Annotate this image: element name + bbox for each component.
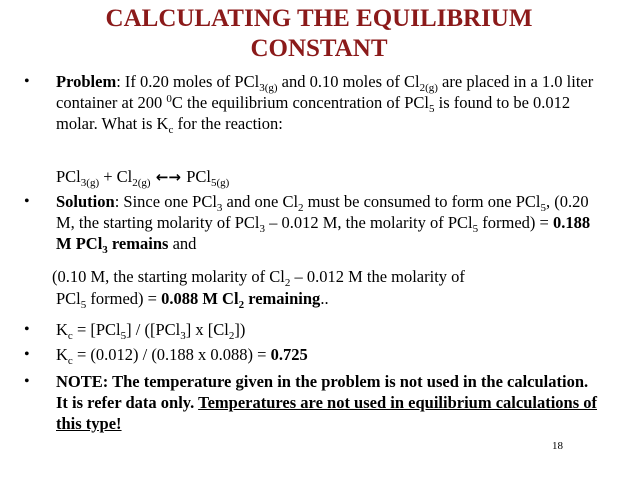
solution-s2: 2 [298, 202, 304, 214]
problem-sup1: 0 [166, 93, 172, 105]
bullet-icon: • [24, 73, 30, 90]
kc-s1: c [67, 330, 73, 342]
cont-bold1: 0.088 M Cl [161, 289, 239, 308]
problem-t1: : If 0.20 moles of PCl [116, 72, 260, 91]
solution-t6: formed) = [478, 213, 553, 232]
solution-t5: – 0.012 M, the molarity of PCl [265, 213, 473, 232]
problem-s4: c [168, 124, 174, 136]
problem-t2: and 0.10 moles of Cl [277, 72, 420, 91]
problem-t3: are placed in a 1.0 liter container at 200 [56, 72, 594, 112]
kc-expression-text [56, 319, 602, 340]
solution-s1: 3 [216, 202, 223, 214]
kcv-s1: c [67, 355, 73, 367]
reaction-r3: PCl [186, 167, 211, 186]
problem-s3: 5 [429, 103, 435, 115]
note-text [56, 371, 602, 434]
problem-t5: is found to be 0.012 molar. What is K [56, 93, 571, 133]
solution-t3: must be consumed to form one PCl [303, 192, 541, 211]
problem-s2: 2(g) [419, 82, 438, 94]
problem-text [56, 71, 602, 134]
bullet-icon: • [24, 193, 30, 210]
cont-t4: formed) = [86, 289, 162, 308]
note-bold: NOTE: The temperature given in the problem is not used in the calculation. It is refer data only. [56, 372, 589, 412]
cont-s1: 2 [284, 277, 291, 289]
problem-label: Problem [56, 72, 117, 91]
kcv-t1: K [56, 345, 68, 364]
title-line-1: CALCULATING THE EQUILIBRIUM [105, 5, 533, 32]
solution-t2: and one Cl [222, 192, 299, 211]
bullet-icon: • [24, 373, 30, 390]
solution-bold1: 0.188 M PCl [56, 213, 591, 253]
problem-s1: 3(g) [259, 82, 278, 94]
kc-t2: = [PCl [72, 320, 121, 339]
solution-t7: and [168, 234, 197, 253]
reaction-s1: 3(g) [80, 177, 100, 189]
page-number: 18 [552, 440, 563, 452]
problem-t6: for the reaction: [173, 114, 283, 133]
equilibrium-arrow-icon: ←→ [150, 168, 187, 186]
reaction-s2: 2(g) [132, 177, 151, 189]
reaction-r1: PCl [56, 167, 81, 186]
bullet-icon: • [24, 321, 30, 338]
bullet-icon: • [24, 346, 30, 363]
cont-t2: – 0.012 M the molarity of [290, 267, 465, 286]
solution-text [56, 191, 602, 254]
cont-s2: 5 [80, 299, 87, 311]
kc-s2: 5 [120, 330, 127, 342]
cont-bs1: 2 [238, 299, 245, 311]
kc-t1: K [56, 320, 68, 339]
problem-t4: C the equilibrium concentration of PCl [171, 93, 430, 112]
cont-t1: (0.10 M, the starting molarity of Cl [52, 267, 285, 286]
solution-s3: 5 [540, 202, 546, 214]
kcv-t2: = (0.012) / (0.188 x 0.088) = [72, 345, 271, 364]
solution-s4: 3 [259, 223, 265, 235]
reaction-s3: 5(g) [210, 177, 230, 189]
kc-result: 0.725 [270, 345, 308, 364]
note-underlined: Temperatures are not used in equilibrium calculations of this type! [56, 393, 598, 433]
solution-bs1: 3 [102, 244, 108, 256]
solution-bold2: remains [107, 234, 169, 253]
slide-title [0, 4, 638, 64]
kc-s3: 3 [180, 330, 186, 342]
cont-bold2: remaining [244, 289, 321, 308]
kc-t4: ] x [Cl [185, 320, 229, 339]
cont-t3: PCl [56, 289, 81, 308]
title-line-2: CONSTANT [250, 35, 388, 62]
solution-label: Solution [56, 192, 115, 211]
kc-value-text [56, 344, 602, 365]
solution-t1: : Since one PCl [114, 192, 217, 211]
reaction-r2: + Cl [99, 167, 133, 186]
kc-t5: ]) [234, 320, 246, 339]
cont-t5: .. [320, 289, 329, 308]
solution-t4: , (0.20 M, the starting molarity of PCl [56, 192, 589, 232]
kc-s4: 2 [228, 330, 235, 342]
kc-t3: ] / ([PCl [126, 320, 181, 339]
solution-s5: 5 [472, 223, 479, 235]
